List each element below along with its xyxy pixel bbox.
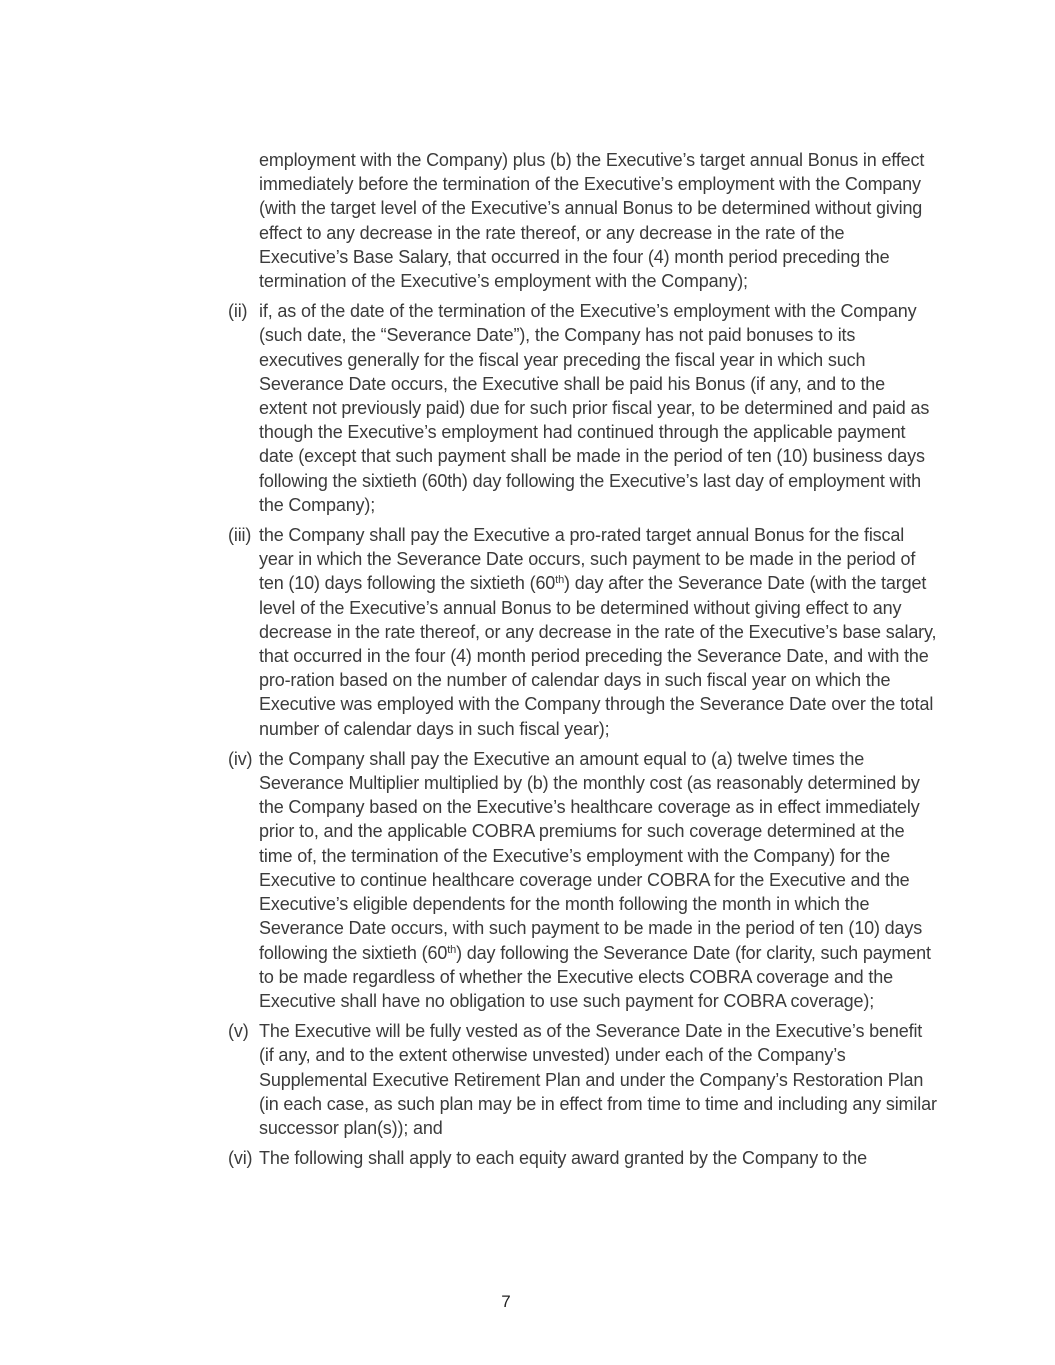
list-item-text: if, as of the date of the termination of the Executive’s employment with the Company (such date, the “Severance Date”), the Company has not paid bonuses to its executives generally for the fiscal year preceding the fiscal year in which such Severance Date occurs, the Executive shall be paid his Bonus (if any, and to the extent not previously paid) due for such prior fiscal year, to be determined and paid as though the Executive’s employment had continued through the applicable payment date (except that such payment shall be made in the period of ten (10) business days following the sixtieth (60th) day following the Executive’s last day of employment with the Company); xyxy=(259,301,930,515)
list-item-vi xyxy=(228,1146,938,1170)
list-marker: (iv) xyxy=(228,748,253,769)
list-item-text: the Company shall pay the Executive a pro-rated target annual Bonus for the fiscal year in which the Severance Date occurs, such payment to be made in the period of ten (10) days following the sixtieth (60 xyxy=(259,525,916,594)
superscript-ordinal: th xyxy=(555,574,565,587)
list-marker: (vi) xyxy=(228,1148,253,1169)
continuation-paragraph: employment with the Company) plus (b) the Executive’s target annual Bonus in effect immediately before the termination of the Executive’s employment with the Company (with the target level of the Executive’s annual Bonus to be determined without giving effect to any decrease in the rate thereof, or any decrease in the rate of the Executive’s Base Salary, that occurred in the four (4) month period preceding the termination of the Executive’s employment with the Company); xyxy=(259,150,925,292)
superscript-ordinal: th xyxy=(447,943,457,956)
body-text xyxy=(228,148,938,1170)
list-item-text: the Company shall pay the Executive an amount equal to (a) twelve times the Severance Multiplier multiplied by (b) the monthly cost (as reasonably determined by the Company based on the Executive’s healthcare coverage as in effect immediately prior to, and the applicable COBRA premiums for such coverage determined at the time of, the termination of the Executive’s employment with the Company) for the Executive to continue healthcare coverage under COBRA for the Executive and the Executive’s eligible dependents for the month following the month in which the Severance Date occurs, with such payment to be made in the period of ten (10) days following the sixtieth (60 xyxy=(259,748,923,963)
list-item-iv xyxy=(228,747,938,1013)
list-item-text-cont: ) day following the Severance Date (for clarity, such payment to be made regardless of whether the Executive elects COBRA coverage and the Executive shall have no obligation to use such payment for COBRA coverage); xyxy=(259,942,931,1011)
list-item-text-cont: ) day after the Severance Date (with the target level of the Executive’s annual Bonus to be determined without giving effect to any decrease in the rate thereof, or any decrease in the rate of the Executive’s base salary, that occurred in the four (4) month period preceding the Severance Date, and with the pro-ration based on the number of calendar days in such fiscal year on which the Executive was employed with the Company through the Severance Date over the total number of calendar days in such fiscal year); xyxy=(259,573,937,739)
list-item-ii xyxy=(228,299,938,517)
list-marker: (v) xyxy=(228,1021,249,1042)
list-marker: (iii) xyxy=(228,525,252,546)
list-item-text: The following shall apply to each equity award granted by the Company to the xyxy=(259,1148,867,1169)
page-number: 7 xyxy=(501,1292,511,1311)
list-item-v xyxy=(228,1019,938,1140)
list-item-text: The Executive will be fully vested as of the Severance Date in the Executive’s benefit (if any, and to the extent otherwise unvested) under each of the Company’s Supplemental Executive Retirement Plan and under the Company’s Restoration Plan (in each case, as such plan may be in effect from time to time and including any similar successor plan(s)); and xyxy=(259,1021,937,1138)
list-marker: (ii) xyxy=(228,301,248,322)
list-item-iii xyxy=(228,523,938,741)
